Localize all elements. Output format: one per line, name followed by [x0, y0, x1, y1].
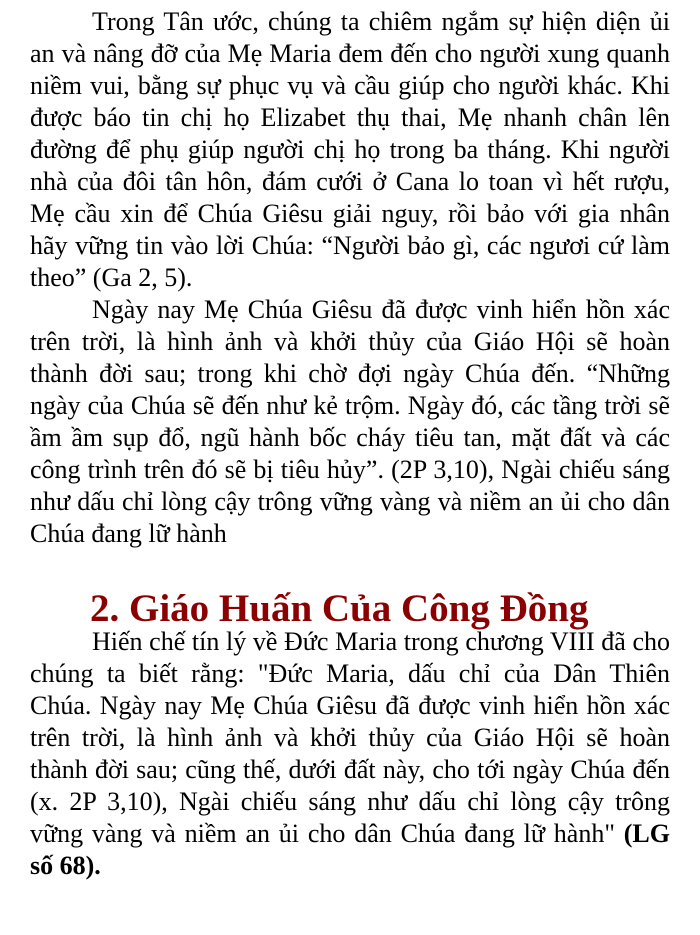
- paragraph-2: Ngày nay Mẹ Chúa Giêsu đã được vinh hiển hồn xác trên trời, là hình ảnh và khởi thủy của Giáo Hội sẽ hoàn thành đời sau; trong khi chờ đợi ngày Chúa đến. “Những ngày của Chúa sẽ đến như kẻ trộm. Ngày đó, các tầng trời sẽ ầm ầm sụp đổ, ngũ hành bốc cháy tiêu tan, mặt đất và các công trình trên đó sẽ bị tiêu hủy”. (2P 3,10), Ngài chiếu sáng như dấu chỉ lòng cậy trông vững vàng và niềm an ủi cho dân Chúa đang lữ hành: [30, 295, 670, 548]
- section-citation: (LG số 68).: [30, 819, 670, 880]
- section-spacer: [30, 550, 670, 582]
- document-page: [30, 6, 670, 882]
- section-paragraph: [30, 626, 670, 882]
- section-heading: 2. Giáo Huấn Của Công Đồng: [90, 587, 589, 630]
- paragraph-1: Trong Tân ước, chúng ta chiêm ngắm sự hiện diện ủi an và nâng đỡ của Mẹ Maria đem đến cho người xung quanh niềm vui, bằng sự phục vụ và cầu giúp cho người khác. Khi được báo tin chị họ Elizabet thụ thai, Mẹ nhanh chân lên đường để phụ giúp người chị họ trong ba tháng. Khi người nhà của đôi tân hôn, đám cưới ở Cana lo toan vì hết rượu, Mẹ cầu xin để Chúa Giêsu giải nguy, rồi bảo với gia nhân hãy vững tin vào lời Chúa: “Người bảo gì, các ngươi cứ làm theo” (Ga 2, 5).: [30, 7, 670, 292]
- section-paragraph-text: Hiến chế tín lý về Đức Maria trong chương VIII đã cho chúng ta biết rằng: "Đức Maria, dấu chỉ của Dân Thiên Chúa. Ngày nay Mẹ Chúa Giêsu đã được vinh hiển hồn xác trên trời, là hình ảnh và khởi thủy của Giáo Hội sẽ hoàn thành đời sau; cũng thế, dưới đất này, cho tới ngày Chúa đến (x. 2P 3,10), Ngài chiếu sáng như dấu chỉ lòng cậy trông vững vàng và niềm an ủi cho dân Chúa đang lữ hành": [30, 627, 670, 848]
